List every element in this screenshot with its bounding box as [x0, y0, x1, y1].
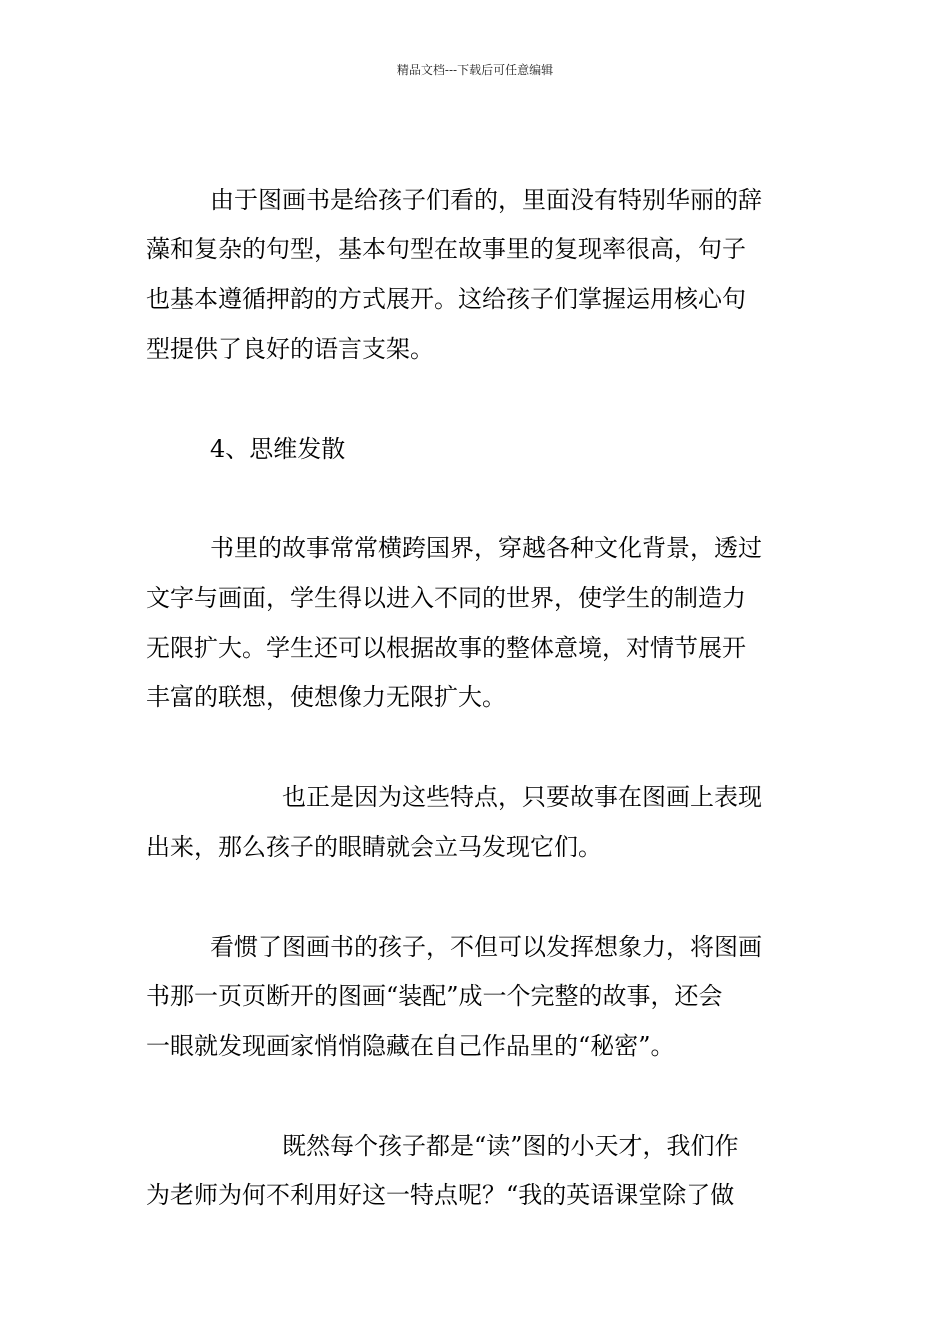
text-line: 书里的故事常常横跨国界，穿越各种文化背景，透过: [210, 534, 762, 562]
text-line: 型提供了良好的语言支架。: [146, 335, 434, 363]
text-line: 为老师为何不利用好这一特点呢？“我的英语课堂除了做: [146, 1181, 735, 1209]
text-line: 出来，那么孩子的眼睛就会立马发现它们。: [146, 833, 602, 861]
text-line: 看惯了图画书的孩子，不但可以发挥想象力，将图画: [210, 933, 762, 961]
text-line: 藻和复杂的句型，基本句型在故事里的复现率很高，句子: [146, 235, 746, 263]
text-line: 一眼就发现画家悄悄隐藏在自己作品里的“秘密”。: [146, 1032, 675, 1060]
text-line: 也正是因为这些特点，只要故事在图画上表现: [282, 783, 762, 811]
text-line: 也基本遵循押韵的方式展开。这给孩子们掌握运用核心句: [146, 285, 746, 313]
text-line: 既然每个孩子都是“读”图的小天才，我们作: [282, 1132, 739, 1160]
text-line: 文字与画面，学生得以进入不同的世界，使学生的制造力: [146, 584, 746, 612]
text-line: 书那一页页断开的图画“装配”成一个完整的故事，还会: [146, 982, 723, 1010]
text-line: 由于图画书是给孩子们看的，里面没有特别华丽的辞: [210, 186, 762, 214]
text-line: 无限扩大。学生还可以根据故事的整体意境，对情节展开: [146, 634, 746, 662]
page-header: 精品文档---下载后可任意编辑: [396, 63, 554, 77]
section-heading: 4、思维发散: [210, 435, 346, 463]
text-line: 丰富的联想，使想像力无限扩大。: [146, 683, 506, 711]
